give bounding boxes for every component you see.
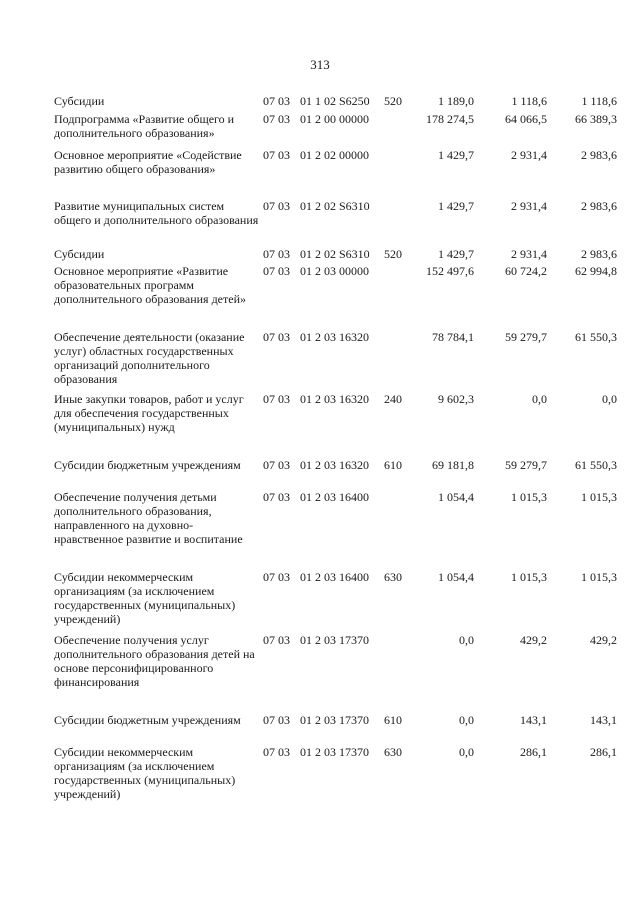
row-value-year-3: 61 550,3: [575, 330, 617, 344]
row-section-code: 07 03: [263, 247, 290, 261]
row-value-year-3: 0,0: [602, 392, 617, 406]
row-description: Субсидии: [54, 247, 105, 261]
row-target-code: 01 2 02 S6310: [300, 199, 370, 213]
row-value-year-1: 1 429,7: [438, 247, 474, 261]
row-description: Основное мероприятие «Развитие образовательных программ дополнительного образования детей»: [54, 264, 246, 306]
row-description: Обеспечение деятельности (оказание услуг) областных государственных организаций дополнительного образования: [54, 330, 245, 386]
row-target-code: 01 2 03 17370: [300, 633, 369, 647]
row-value-year-1: 178 274,5: [426, 112, 474, 126]
row-value-year-3: 2 983,6: [581, 199, 617, 213]
row-description: Подпрограмма «Развитие общего и дополнительного образования»: [54, 112, 235, 140]
row-value-year-1: 0,0: [459, 633, 474, 647]
row-description: Иные закупки товаров, работ и услуг для обеспечения государственных (муниципальных) нужд: [54, 392, 244, 434]
row-expense-type: 240: [384, 392, 402, 406]
row-value-year-1: 0,0: [459, 745, 474, 759]
row-expense-type: 630: [384, 745, 402, 759]
row-value-year-2: 143,1: [520, 713, 547, 727]
row-target-code: 01 2 03 16400: [300, 570, 369, 584]
row-section-code: 07 03: [263, 94, 290, 108]
row-target-code: 01 1 02 S6250: [300, 94, 370, 108]
row-description: Субсидии бюджетным учреждениям: [54, 713, 241, 727]
row-value-year-1: 152 497,6: [426, 264, 474, 278]
row-value-year-2: 64 066,5: [505, 112, 547, 126]
row-value-year-1: 9 602,3: [438, 392, 474, 406]
row-value-year-3: 1 015,3: [581, 570, 617, 584]
row-description: Субсидии некоммерческим организациям (за исключением государственных (муниципальных) учреждений): [54, 570, 236, 626]
row-section-code: 07 03: [263, 330, 290, 344]
row-value-year-1: 1 429,7: [438, 199, 474, 213]
row-target-code: 01 2 03 17370: [300, 745, 369, 759]
row-target-code: 01 2 02 S6310: [300, 247, 370, 261]
row-value-year-2: 429,2: [520, 633, 547, 647]
row-description: Субсидии бюджетным учреждениям: [54, 458, 241, 472]
row-value-year-3: 2 983,6: [581, 247, 617, 261]
row-value-year-1: 69 181,8: [432, 458, 474, 472]
row-description: Развитие муниципальных систем общего и дополнительного образования: [54, 199, 259, 227]
row-value-year-3: 61 550,3: [575, 458, 617, 472]
row-value-year-3: 143,1: [590, 713, 617, 727]
row-value-year-1: 0,0: [459, 713, 474, 727]
row-expense-type: 520: [384, 94, 402, 108]
row-target-code: 01 2 00 00000: [300, 112, 369, 126]
page-number: 313: [310, 57, 330, 72]
row-description: Основное мероприятие «Содействие развитию общего образования»: [54, 148, 242, 176]
row-section-code: 07 03: [263, 264, 290, 278]
row-value-year-3: 429,2: [590, 633, 617, 647]
row-value-year-3: 286,1: [590, 745, 617, 759]
row-value-year-1: 1 054,4: [438, 570, 474, 584]
row-value-year-2: 1 015,3: [511, 570, 547, 584]
row-expense-type: 610: [384, 713, 402, 727]
row-value-year-2: 1 015,3: [511, 490, 547, 504]
row-value-year-2: 60 724,2: [505, 264, 547, 278]
row-target-code: 01 2 03 16400: [300, 490, 369, 504]
row-value-year-2: 0,0: [532, 392, 547, 406]
row-target-code: 01 2 03 00000: [300, 264, 369, 278]
row-section-code: 07 03: [263, 148, 290, 162]
row-value-year-3: 1 118,6: [581, 94, 617, 108]
row-value-year-2: 2 931,4: [511, 199, 547, 213]
row-description: Субсидии некоммерческим организациям (за исключением государственных (муниципальных) учреждений): [54, 745, 236, 801]
row-section-code: 07 03: [263, 112, 290, 126]
row-section-code: 07 03: [263, 458, 290, 472]
row-section-code: 07 03: [263, 490, 290, 504]
row-value-year-1: 1 054,4: [438, 490, 474, 504]
row-value-year-3: 1 015,3: [581, 490, 617, 504]
row-value-year-2: 2 931,4: [511, 148, 547, 162]
row-value-year-3: 62 994,8: [575, 264, 617, 278]
row-target-code: 01 2 02 00000: [300, 148, 369, 162]
row-value-year-3: 2 983,6: [581, 148, 617, 162]
row-target-code: 01 2 03 16320: [300, 330, 369, 344]
row-section-code: 07 03: [263, 633, 290, 647]
row-value-year-2: 1 118,6: [511, 94, 547, 108]
row-section-code: 07 03: [263, 745, 290, 759]
row-value-year-2: 286,1: [520, 745, 547, 759]
row-value-year-2: 59 279,7: [505, 458, 547, 472]
row-value-year-1: 1 429,7: [438, 148, 474, 162]
row-target-code: 01 2 03 16320: [300, 392, 369, 406]
row-target-code: 01 2 03 17370: [300, 713, 369, 727]
row-value-year-2: 59 279,7: [505, 330, 547, 344]
row-value-year-1: 78 784,1: [432, 330, 474, 344]
row-section-code: 07 03: [263, 199, 290, 213]
row-description: Обеспечение получения детьми дополнительного образования, направленного на духовно-нравственное развитие и воспитание: [54, 490, 243, 546]
row-expense-type: 630: [384, 570, 402, 584]
row-value-year-2: 2 931,4: [511, 247, 547, 261]
row-section-code: 07 03: [263, 392, 290, 406]
row-value-year-3: 66 389,3: [575, 112, 617, 126]
row-value-year-1: 1 189,0: [438, 94, 474, 108]
row-section-code: 07 03: [263, 570, 290, 584]
row-target-code: 01 2 03 16320: [300, 458, 369, 472]
row-description: Обеспечение получения услуг дополнительного образования детей на основе персонифицированного финансирования: [54, 633, 255, 689]
row-expense-type: 610: [384, 458, 402, 472]
row-section-code: 07 03: [263, 713, 290, 727]
row-description: Субсидии: [54, 94, 105, 108]
row-expense-type: 520: [384, 247, 402, 261]
